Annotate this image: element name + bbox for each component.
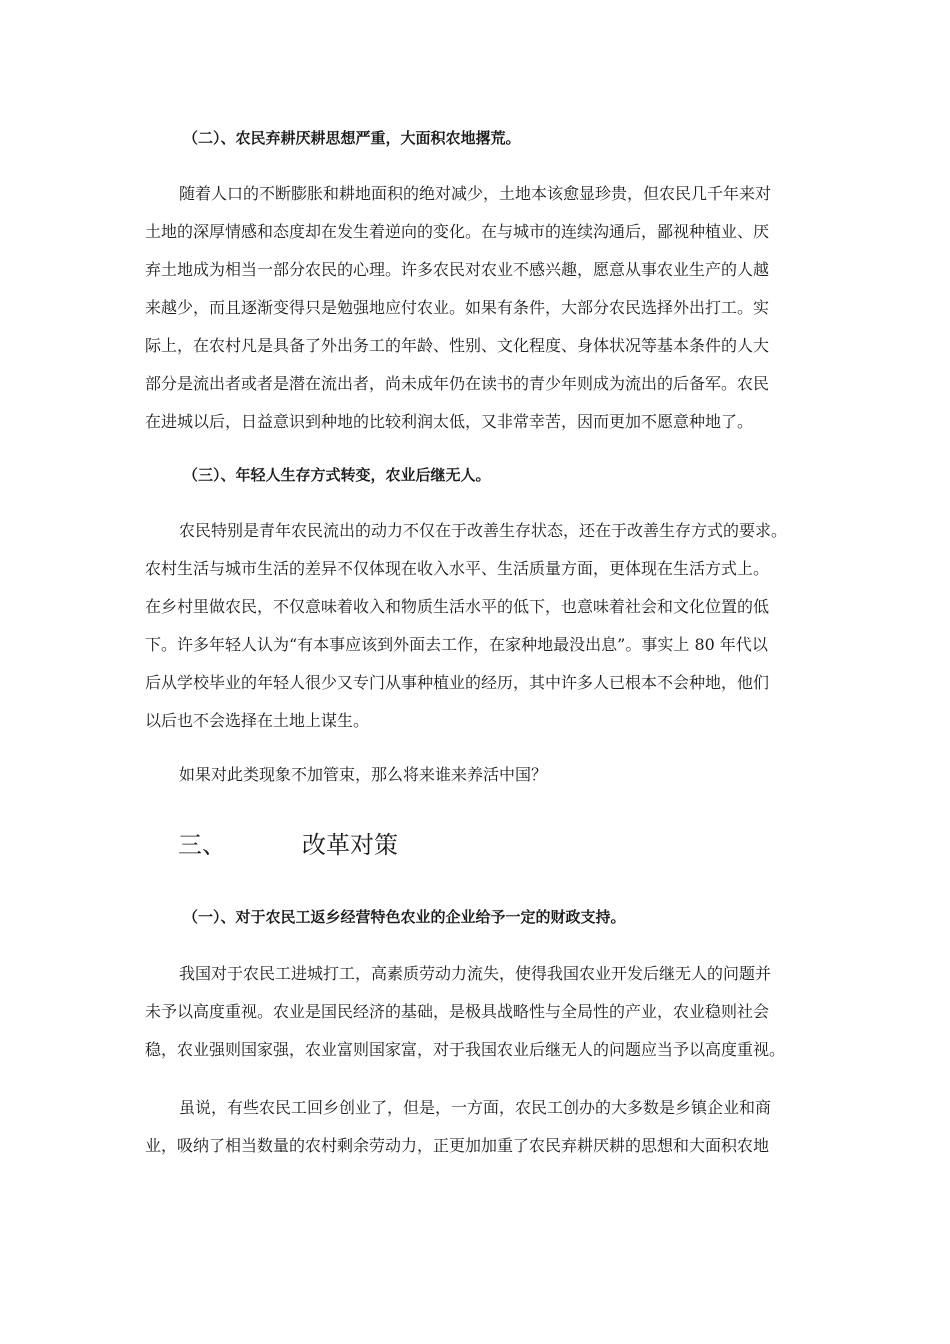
subheading-two: （二）、农民弃耕厌耕思想严重，大面积农地撂荒。 <box>183 129 521 147</box>
section-heading <box>178 828 398 862</box>
paragraph-line: 下。许多年轻人认为“有本事应该到外面去工作，在家种地最没出息”。事实上 80 年代以 <box>145 635 768 654</box>
paragraph-line: 业，吸纳了相当数量的农村剩余劳动力，正更加加重了农民弃耕厌耕的思想和大面积农地 <box>145 1136 770 1155</box>
paragraph-line: 际上，在农村凡是具备了外出务工的年龄、性别、文化程度、身体状况等基本条件的人大 <box>145 336 770 355</box>
paragraph-line: 虽说，有些农民工回乡创业了，但是，一方面，农民工创办的大多数是乡镇企业和商 <box>179 1098 772 1117</box>
paragraph-line: 在进城以后，日益意识到种地的比较利润太低，又非常幸苦，因而更加不愿意种地了。 <box>145 412 754 431</box>
paragraph-line: 后从学校毕业的年轻人很少又专门从事种植业的经历，其中许多人已根本不会种地，他们 <box>145 673 770 692</box>
section-number: 三、 <box>178 831 226 859</box>
paragraph-line: 在乡村里做农民，不仅意味着收入和物质生活水平的低下，也意味着社会和文化位置的低 <box>145 597 770 616</box>
paragraph-line: 来越少，而且逐渐变得只是勉强地应付农业。如果有条件，大部分农民选择外出打工。实 <box>145 298 770 317</box>
paragraph-line: 农村生活与城市生活的差异不仅体现在收入水平、生活质量方面，更体现在生活方式上。 <box>145 559 770 578</box>
paragraph-young-people <box>145 512 825 740</box>
paragraph-line: 如果对此类现象不加管束，那么将来谁来养活中国？ <box>179 765 548 784</box>
paragraph-line: 稳，农业强则国家强，农业富则国家富，对于我国农业后继无人的问题应当予以高度重视。 <box>145 1040 786 1059</box>
paragraph-line: 弃土地成为相当一部分农民的心理。许多农民对农业不感兴趣，愿意从事农业生产的人越 <box>145 260 770 279</box>
paragraph-line: 以后也不会选择在土地上谋生。 <box>145 711 370 730</box>
paragraph-line: 未予以高度重视。农业是国民经济的基础，是极具战略性与全局性的产业，农业稳则社会 <box>145 1002 770 1021</box>
paragraph-line: 部分是流出者或者是潜在流出者，尚未成年仍在读书的青少年则成为流出的后备军。农民 <box>145 374 770 393</box>
paragraph-line: 农民特别是青年农民流出的动力不仅在于改善生存状态，还在于改善生存方式的要求。 <box>179 521 788 540</box>
paragraph-land-abandonment <box>145 175 825 441</box>
section-title: 改革对策 <box>302 831 398 859</box>
paragraph-question <box>145 756 825 794</box>
paragraph-line: 我国对于农民工进城打工，高素质劳动力流失，使得我国农业开发后继无人的问题并 <box>179 964 772 983</box>
paragraph-line: 土地的深厚情感和态度却在发生着逆向的变化。在与城市的连续沟通后，鄙视种植业、厌 <box>145 222 770 241</box>
paragraph-line: 随着人口的不断膨胀和耕地面积的绝对减少，土地本该愈显珍贵，但农民几千年来对 <box>179 184 772 203</box>
subheading-one: （一）、对于农民工返乡经营特色农业的企业给予一定的财政支持。 <box>183 908 626 926</box>
paragraph-returning-workers <box>145 1089 825 1165</box>
paragraph-importance <box>145 955 825 1069</box>
subheading-three: （三）、年轻人生存方式转变，农业后继无人。 <box>183 466 491 484</box>
